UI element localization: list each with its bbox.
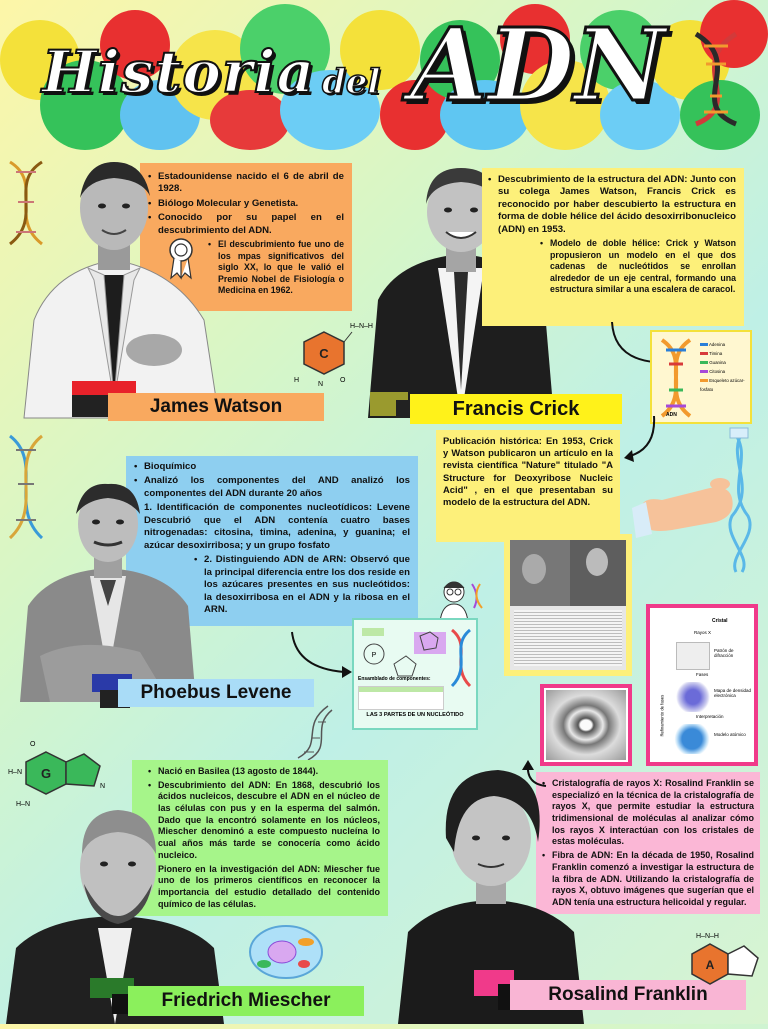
- cytosine-molecule-icon: [290, 318, 373, 390]
- watson-bullet: • Estadounidense nacido el 6 de abril de 1928.: [148, 171, 344, 196]
- crick-name-tag: Francis Crick: [410, 394, 622, 424]
- nucleotide-subtitle: Ensamblado de componentes:: [358, 676, 431, 682]
- dna-legend: [700, 340, 752, 394]
- levene-bullet: • Analizó los componentes del AND analizó los componentes del ADN durante 20 años: [134, 475, 410, 500]
- watson-name-tag: James Watson: [108, 393, 324, 421]
- crick-publication-box: Publicación histórica: En 1953, Crick y Watson publicaron un artículo en la revista científica "Nature" titulado "A Structure for Deoxyribose Nucleic Acid" , en el que presentaban su modelo de la estructura del ADN.: [436, 430, 620, 542]
- franklin-bullet: • Cristalografía de rayos X: Rosalind Franklin se especializó en la técnica de la cristalografía de rayos X, que permite estudiar la estructura tridimensional de moléculas al analizar cómo los rayos X interactúan con los cristales de estas moléculas.: [542, 778, 754, 848]
- dna-structure-card: [650, 330, 752, 424]
- crick-info-box: [482, 168, 744, 326]
- xray-label: Fases: [696, 672, 709, 677]
- title-historia: Historia: [42, 38, 316, 106]
- cell-illustration-icon: [246, 918, 326, 982]
- svg-text:N: N: [100, 783, 106, 790]
- adenine-molecule-icon: [680, 928, 764, 990]
- scientist-doodle-icon: [432, 576, 488, 622]
- legend-item: Guanina: [700, 358, 752, 367]
- xray-label: Cristal: [712, 618, 728, 624]
- xray-label: Interpretación: [696, 714, 724, 719]
- xray-diagram-card: [646, 604, 758, 766]
- photo-51-image: [546, 690, 626, 760]
- nucleotide-card: [352, 618, 478, 730]
- nucleotide-table: [358, 686, 444, 710]
- guanine-letter: G: [40, 766, 52, 781]
- electron-density-map: [674, 682, 712, 712]
- arrow-icon: [286, 628, 356, 684]
- nature-article-photo: [510, 540, 626, 670]
- franklin-name-tag: Rosalind Franklin: [510, 980, 746, 1010]
- svg-text:H–N: H–N: [8, 769, 23, 776]
- dna-strand-icon: [294, 702, 334, 762]
- legend-item: Esqueleto azúcar-fosfato: [700, 378, 745, 392]
- watson-portrait: [14, 150, 224, 418]
- xray-label: Mapa de densidad electrónica: [714, 688, 752, 698]
- arrow-icon: [520, 760, 550, 790]
- xray-label: Modelo atómico: [714, 732, 746, 737]
- legend-item: Timina: [700, 349, 752, 358]
- svg-text:H: H: [294, 377, 300, 384]
- cytosine-letter: C: [319, 346, 329, 361]
- dna-card-label: ADN: [666, 412, 677, 418]
- dna-helix-icon: [656, 336, 696, 420]
- watson-bullet: • Conocido por su papel en el descubrimiento del ADN.: [148, 212, 344, 237]
- svg-text:H–N–H: H–N–H: [350, 323, 373, 330]
- svg-text:H–N: H–N: [16, 801, 31, 808]
- franklin-bullet: • Fibra de ADN: En la década de 1950, Rosalind Franklin comenzó a investigar la estructura de la fibra de ADN. Utilizando la cristalografía de rayos X, obtuvo imágenes que sugerían que el ADN tenía una estructura helicoidal y regular.: [542, 850, 754, 908]
- nature-article-card: [504, 534, 632, 676]
- levene-portrait: [20, 476, 196, 702]
- atomic-model-image: [672, 724, 712, 754]
- title-del: del: [322, 62, 381, 102]
- svg-text:H–N–H: H–N–H: [696, 933, 719, 940]
- xray-side-label: Refinamiento de fases: [659, 694, 665, 737]
- watson-bullet: • Biólogo Molecular y Genetista.: [148, 198, 344, 210]
- watson-sub-bullet: • El descubrimiento fue uno de los mpas significativos del siglo XX, lo que le valió el Premio Nobel de Fisiología o Medicina en 1962.: [208, 239, 344, 296]
- svg-text:O: O: [30, 741, 36, 748]
- levene-bullet: • 1. Identificación de componentes nucleotídicos: Levene Descubrió que el ADN contenía cuatro bases nitrogenadas: citosina, timina, adenina, y guanina; el azúcar desoxirribosa; y un grupo fosfato: [134, 502, 410, 552]
- dna-icon: [686, 24, 746, 134]
- crick-bullet: • Descubrimiento de la estructura del ADN: Junto con su colega James Watson, Francis Crick es reconocido por haber descubierto la estructura en forma de doble hélice del ácido desoxirribonucleico (ADN) en 1953.: [488, 174, 736, 236]
- miescher-name-tag: Friedrich Miescher: [128, 986, 364, 1016]
- miescher-bullet: • Descubrimiento del ADN: En 1868, descubrió los ácidos nucleicos, descubre el ADN en el núcleo de las células con pus y en la esperma del salmón. Dado que la encontró solamente en los núcleos, Miescher denominó a este compuesto nucleína lo cual años más tarde se conocería como ácido nucleico.: [148, 780, 380, 862]
- xray-label: Rayos X: [694, 630, 712, 635]
- miescher-bullet: • Nació en Basilea (13 agosto de 1844).: [148, 766, 380, 778]
- miescher-bullet: • Pionero en la investigación del ADN: Miescher fue uno de los primeros científicos en reconocer la importancia del estudio detallado del contenido químico de las células.: [148, 864, 380, 911]
- legend-item: Adenina: [700, 340, 752, 349]
- levene-bullet: • Bioquímico: [134, 461, 410, 473]
- header-banner: [0, 0, 768, 150]
- crick-sub-bullet: • Modelo de doble hélice: Crick y Watson propusieron un modelo en el que dos cadenas de nucleótidos se enrollan alrededor de un eje central, formando una estructura similar a una escalera de caracol.: [540, 238, 736, 295]
- diffraction-pattern-image: [676, 642, 710, 670]
- hand-dna-tube-icon: [632, 426, 762, 576]
- nucleotide-caption: LAS 3 PARTES DE UN NUCLEÓTIDO: [366, 712, 464, 718]
- svg-text:N: N: [318, 381, 324, 388]
- svg-text:O: O: [340, 377, 346, 384]
- title-adn: ADN: [410, 6, 666, 124]
- svg-text:P: P: [371, 652, 377, 659]
- levene-sub-bullet: • 2. Distinguiendo ADN de ARN: Observó que la principal diferencia entre los dos reside en los azúcares presentes en sus nucleótidos: la desoxirribosa en el ADN y la ribosa en el ARN.: [194, 554, 410, 616]
- adenine-letter: A: [705, 958, 715, 972]
- legend-item: Citosina: [700, 367, 752, 376]
- xray-label: Patrón de difracción: [714, 648, 734, 658]
- levene-name-tag: Phoebus Levene: [118, 679, 314, 707]
